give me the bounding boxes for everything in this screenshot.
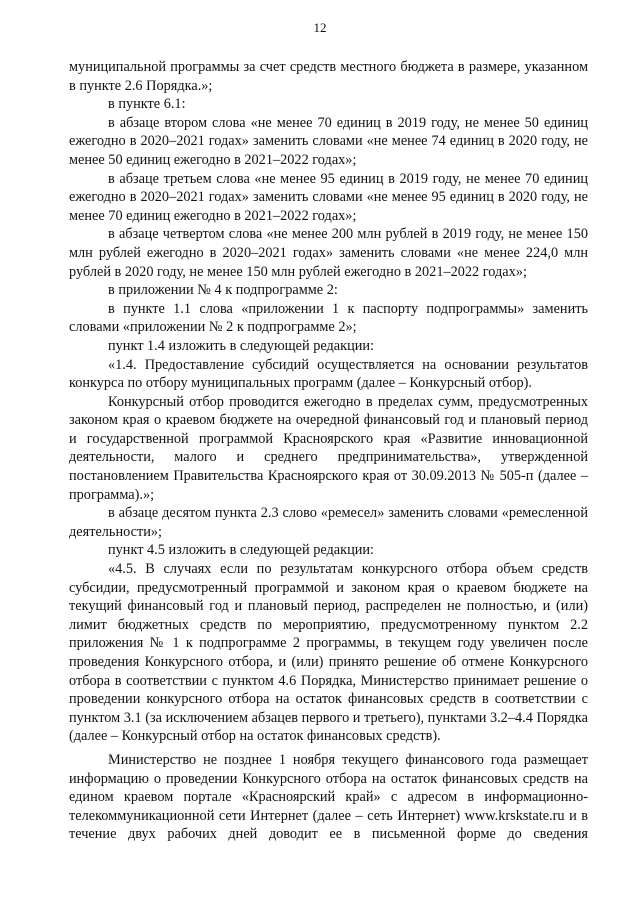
paragraph: Министерство не позднее 1 ноября текущего финансового года размещает информацию о проведении Конкурсного отбора на остаток финансовых средств на едином краевом портале «Красноярский край» с адресом в информационно-телекоммуникационной сети Интернет (далее – сеть Интернет) www.krskstate.ru и в течение двух рабочих дней доводит ее в письменной форме до сведения bbox=[69, 751, 588, 843]
paragraph: в пункте 1.1 слова «приложении 1 к паспорту подпрограммы» заменить словами «приложении № 2 к подпрограмме 2»; bbox=[69, 300, 588, 336]
document-body bbox=[69, 58, 588, 844]
paragraph: в абзаце втором слова «не менее 70 единиц в 2019 году, не менее 50 единиц ежегодно в 2020–2021 годах» заменить словами «не менее 74 единиц в 2020 году, не менее 50 единиц ежегодно в 2021–2022 годах»; bbox=[69, 114, 588, 168]
paragraph: Конкурсный отбор проводится ежегодно в пределах сумм, предусмотренных законом края о краевом бюджете на очередной финансовый год и плановый период и государственной программой Красноярского края «Развитие инновационной деятельности, малого и среднего предпринимательства», утвержденной постановлением Правительства Красноярского края от 30.09.2013 № 505-п (далее – программа).»; bbox=[69, 393, 588, 503]
paragraph: «4.5. В случаях если по результатам конкурсного отбора объем средств субсидии, предусмотренный программой и законом края о краевом бюджете на текущий финансовый год и плановый период, распределен не полностью, и (или) лимит бюджетных средств по мероприятию, предусмотренному пунктом 2.2 приложения № 1 к подпрограмме 2 программы, в текущем году увеличен после проведения Конкурсного отбора, и (или) принято решение об отмене Конкурсного отбора в соответствии с пунктом 4.6 Порядка, Министерство принимает решение о проведении конкурсного отбора на остаток финансовых средств в соответствии с пунктом 3.1 (за исключением абзацев первого и третьего), пунктами 3.2–4.4 Порядка (далее – Конкурсный отбор на остаток финансовых средств). bbox=[69, 561, 588, 745]
paragraph: муниципальной программы за счет средств местного бюджета в размере, указанном в пункте 2.6 Порядка.»; bbox=[69, 59, 588, 94]
paragraph: в пункте 6.1: bbox=[108, 96, 186, 113]
paragraph: «1.4. Предоставление субсидий осуществляется на основании результатов конкурса по отбору муниципальных программ (далее – Конкурсный отбор). bbox=[69, 356, 588, 392]
paragraph: в абзаце десятом пункта 2.3 слово «ремесел» заменить словами «ремесленной деятельности»; bbox=[69, 505, 588, 540]
paragraph: в абзаце третьем слова «не менее 95 единиц в 2019 году, не менее 70 единиц ежегодно в 2020–2021 годах» заменить словами «не менее 95 единиц в 2020 году, не менее 70 единиц ежегодно в 2021–2022 годах»; bbox=[69, 170, 588, 224]
page-number: 12 bbox=[313, 20, 327, 35]
paragraph: пункт 4.5 изложить в следующей редакции: bbox=[108, 542, 375, 559]
paragraph: пункт 1.4 изложить в следующей редакции: bbox=[108, 337, 375, 354]
paragraph: в абзаце четвертом слова «не менее 200 млн рублей в 2019 году, не менее 150 млн рублей ежегодно в 2020–2021 годах» заменить словами «не менее 224,0 млн рублей в 2020 году, не менее 150 млн рублей ежегодно в 2021–2022 годах»; bbox=[69, 226, 588, 280]
paragraph: в приложении № 4 к подпрограмме 2: bbox=[108, 282, 338, 299]
